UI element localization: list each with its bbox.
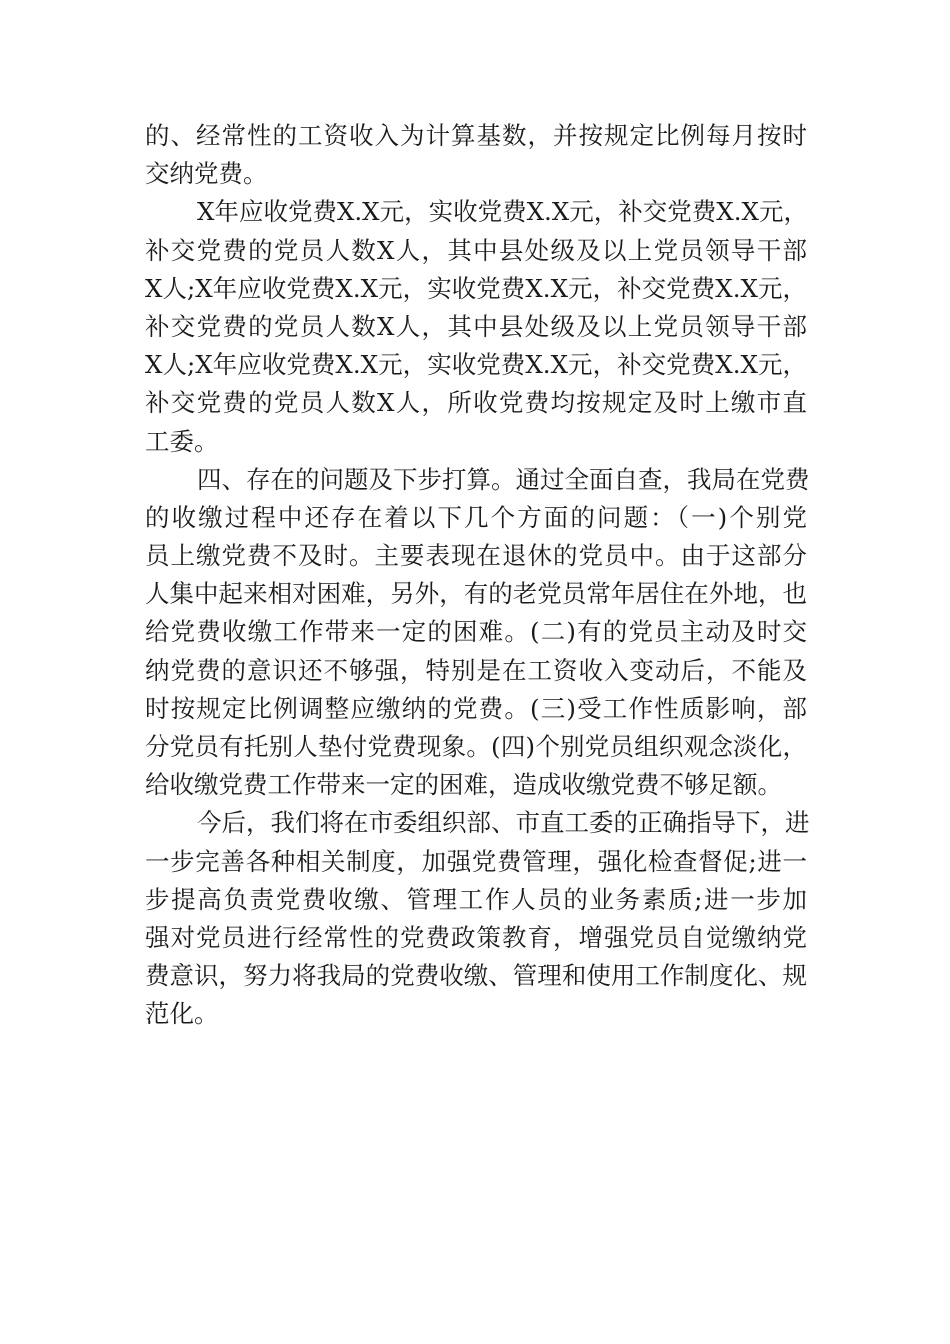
text-line: 补交党费的党员人数X人，其中县处级及以上党员领导干部 — [145, 311, 807, 341]
text-line: 费意识，努力将我局的党费收缴、管理和使用工作制度化、规 — [145, 961, 807, 991]
text-line: 步提高负责党费收缴、管理工作人员的业务素质;进一步加 — [145, 884, 807, 914]
text-line: 交纳党费。 — [145, 159, 268, 189]
text-line: X人;X年应收党费X.X元，实收党费X.X元，补交党费X.X元， — [145, 273, 807, 303]
text-line: 补交党费的党员人数X人，所收党费均按规定及时上缴市直 — [145, 388, 807, 418]
paragraph-future-work — [145, 804, 810, 1033]
text-line: 员上缴党费不及时。主要表现在退休的党员中。由于这部分 — [145, 541, 807, 571]
text-line: 范化。 — [145, 999, 219, 1029]
text-line: 分党员有托别人垫付党费现象。(四)个别党员组织观念淡化， — [145, 732, 807, 761]
document-body — [145, 117, 810, 1034]
text-line: 时按规定比例调整应缴纳的党费。(三)受工作性质影响，部 — [145, 693, 807, 723]
text-line: 工委。 — [145, 426, 219, 456]
text-line: 的收缴过程中还存在着以下几个方面的问题：（一)个别党 — [145, 502, 807, 532]
text-line: 强对党员进行经常性的党费政策教育，增强党员自觉缴纳党 — [145, 922, 807, 952]
text-line: 人集中起来相对困难，另外，有的老党员常年居住在外地，也 — [145, 579, 807, 609]
text-line: 的、经常性的工资收入为计算基数，并按规定比例每月按时 — [145, 121, 807, 150]
paragraph-fee-figures — [145, 193, 807, 460]
text-line: 今后，我们将在市委组织部、市直工委的正确指导下，进 — [197, 808, 810, 838]
text-line: 一步完善各种相关制度，加强党费管理，强化检查督促;进一 — [145, 846, 807, 876]
text-line: 纳党费的意识还不够强，特别是在工资收入变动后，不能及 — [145, 655, 807, 685]
text-line: 给党费收缴工作带来一定的困难。(二)有的党员主动及时交 — [145, 617, 807, 647]
text-line: 四、存在的问题及下步打算。通过全面自查，我局在党费 — [197, 464, 810, 494]
text-line: 补交党费的党员人数X人，其中县处级及以上党员领导干部 — [145, 235, 807, 265]
paragraph-problems-and-plans — [145, 461, 810, 805]
text-line: X人;X年应收党费X.X元，实收党费X.X元，补交党费X.X元， — [145, 350, 807, 380]
text-line: X年应收党费X.X元，实收党费X.X元，补交党费X.X元， — [197, 197, 808, 227]
text-line: 给收缴党费工作带来一定的困难，造成收缴党费不够足额。 — [145, 770, 782, 800]
paragraph-calculation-basis — [145, 117, 807, 193]
